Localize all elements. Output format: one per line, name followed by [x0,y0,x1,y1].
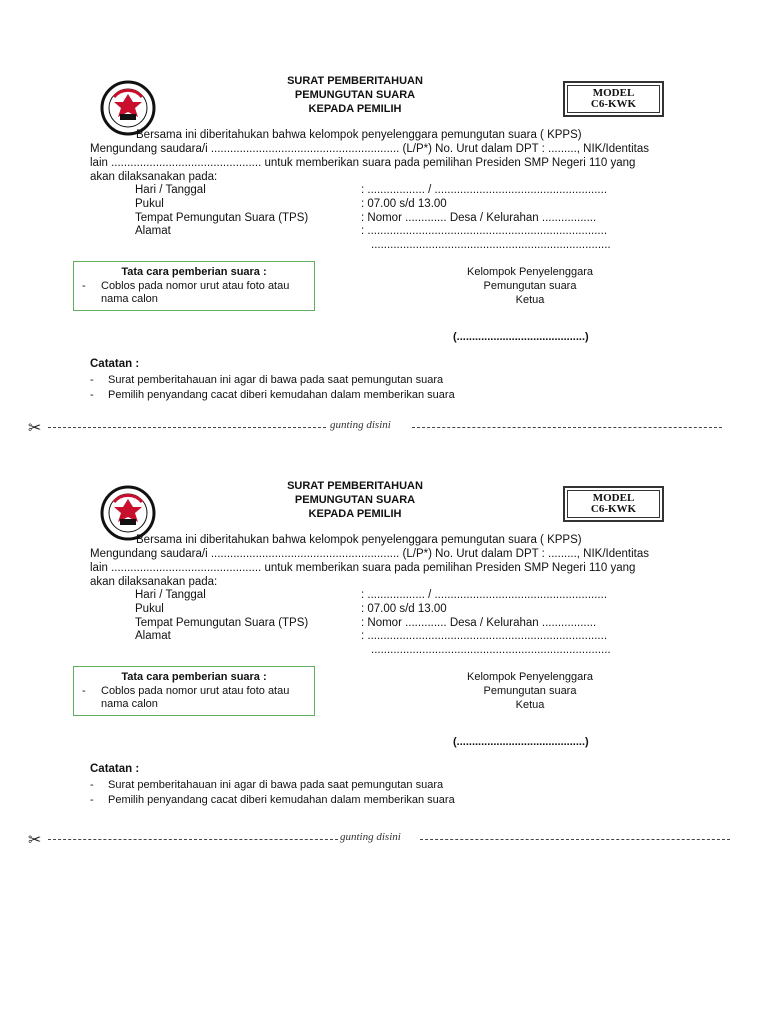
instructions-title: Tata cara pemberian suara : [121,266,267,278]
notes-title: Catatan : [90,763,140,775]
kpps-signature-block: Kelompok Penyelenggara Pemungutan suara Ketua [467,266,593,306]
field-value-address-cont: ........................................................................... [371,644,611,656]
field-label-address: Alamat [135,225,171,237]
document-title: SURAT PEMBERITAHUAN PEMUNGUTAN SUARA KEPADA PEMILIH [287,480,423,520]
field-value-date: : .................. / ...................................................... [361,589,608,601]
field-value-address: : ........................................................................... [361,630,608,642]
field-value-time: : 07.00 s/d 13.00 [361,603,447,615]
field-value-address: : ........................................................................... [361,225,608,237]
cut-line: ✂ gunting disini [20,829,740,849]
voting-instructions-box: Tata cara pemberian suara : - Coblos pada nomor urut atau foto atau nama calon [73,261,315,311]
model-badge: MODEL C6-KWK [563,81,664,117]
cut-line: ✂ gunting disini [20,417,740,437]
field-label-tps: Tempat Pemungutan Suara (TPS) [135,617,309,629]
field-value-time: : 07.00 s/d 13.00 [361,198,447,210]
field-label-time: Pukul [135,603,164,615]
field-label-address: Alamat [135,630,171,642]
model-badge: MODEL C6-KWK [563,486,664,522]
voting-instructions-box: Tata cara pemberian suara : - Coblos pada nomor urut atau foto atau nama calon [73,666,315,716]
field-value-tps: : Nomor ............. Desa / Kelurahan ................. [361,212,597,224]
field-value-tps: : Nomor ............. Desa / Kelurahan ................. [361,617,597,629]
kpps-signature-block: Kelompok Penyelenggara Pemungutan suara Ketua [467,671,593,711]
scissors-icon: ✂ [28,420,42,437]
field-label-date: Hari / Tanggal [135,589,206,601]
instructions-title: Tata cara pemberian suara : [121,671,267,683]
field-label-date: Hari / Tanggal [135,184,206,196]
notes-title: Catatan : [90,358,140,370]
scissors-icon: ✂ [28,832,42,849]
notice-slip-1: SURAT PEMBERITAHUAN PEMUNGUTAN SUARA KEPADA PEMILIH MODEL C6-KWK Bersama ini diberitahukan bahwa kelompok penyelenggara pemungutan suara ( KPPS) Mengundang saudara/i ........................................................... (L/P*) No. Urut dalam DPT : ........., NIK/Identitas lain ............................................... untuk memberikan suara pada pemilihan Presiden SMP Negeri 110 yang akan dilaksanakan pada: Hari / Tanggal : .................. / ...................................................... Pukul : 07.00 s/d 13.00 Tempat Pemungutan Suara (TPS) : Nomor ............. Desa / Kelurahan ................. Alamat : ........................................................................... ........................................................................... Tata cara pemberian suara : - Coblos pada nomor urut atau foto atau nama calon Kelompok Penyelenggara Pemungutan suara Ketua (..........................................) Catatan : - Surat pemberitahauan ini agar di bawa pada saat pemungutan suara - Pemilih penyandang cacat diberi kemudahan dalam memberikan suara ✂ gunting disini [0,72,768,477]
field-value-address-cont: ........................................................................... [371,239,611,251]
notice-slip-2: SURAT PEMBERITAHUAN PEMUNGUTAN SUARA KEPADA PEMILIH MODEL C6-KWK Bersama ini diberitahukan bahwa kelompok penyelenggara pemungutan suara ( KPPS) Mengundang saudara/i ........................................................... (L/P*) No. Urut dalam DPT : ........., NIK/Identitas lain ............................................... untuk memberikan suara pada pemilihan Presiden SMP Negeri 110 yang akan dilaksanakan pada: Hari / Tanggal : .................. / ...................................................... Pukul : 07.00 s/d 13.00 Tempat Pemungutan Suara (TPS) : Nomor ............. Desa / Kelurahan ................. Alamat : ........................................................................... ........................................................................... Tata cara pemberian suara : - Coblos pada nomor urut atau foto atau nama calon Kelompok Penyelenggara Pemungutan suara Ketua (..........................................) Catatan : - Surat pemberitahauan ini agar di bawa pada saat pemungutan suara - Pemilih penyandang cacat diberi kemudahan dalam memberikan suara ✂ gunting disini [0,477,768,882]
field-label-time: Pukul [135,198,164,210]
document-title: SURAT PEMBERITAHUAN PEMUNGUTAN SUARA KEPADA PEMILIH [287,75,423,115]
signature-line: (..........................................) [453,736,589,748]
field-label-tps: Tempat Pemungutan Suara (TPS) [135,212,309,224]
field-value-date: : .................. / ...................................................... [361,184,608,196]
signature-line: (..........................................) [453,331,589,343]
